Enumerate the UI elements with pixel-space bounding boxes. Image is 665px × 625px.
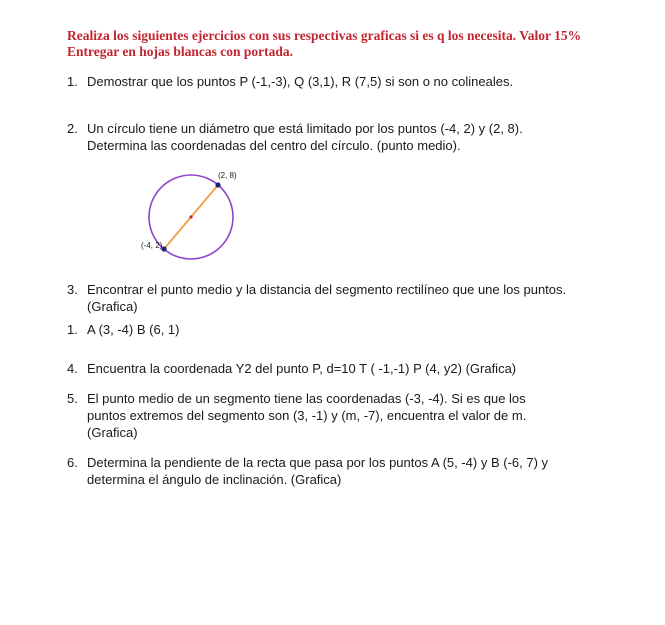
bottom-point-label: (-4, 2) [141, 241, 163, 250]
exercise-text-line: Determina la pendiente de la recta que pasa por los puntos A (5, -4) y B (-6, 7) y [87, 455, 549, 470]
exercise-text-line: Encuentra la coordenada Y2 del punto P, d=10 T ( -1,-1) P (4, y2) (Grafica) [87, 361, 517, 376]
exercise-number: 6. [67, 455, 78, 470]
exercise-text-line: El punto medio de un segmento tiene las coordenadas (-3, -4). Si es que los [87, 391, 526, 406]
instructions-line-1: Realiza los siguientes ejercicios con sus respectivas graficas si es q los necesita. Valor 15% [67, 28, 582, 43]
circle-diameter-figure [138, 163, 248, 273]
exercise-number: 4. [67, 361, 78, 376]
exercise-number: 3. [67, 282, 78, 297]
center-point [189, 215, 192, 218]
exercise-text-line: A (3, -4) B (6, 1) [87, 322, 180, 337]
instructions-line-2: Entregar en hojas blancas con portada. [67, 44, 294, 59]
exercise-text-line: determina el ángulo de inclinación. (Grafica) [87, 472, 342, 487]
exercise-text-line: (Grafica) [87, 299, 138, 314]
exercise-number: 1. [67, 74, 78, 89]
exercise-text-line: puntos extremos del segmento son (3, -1) y (m, -7), encuentra el valor de m. [87, 408, 527, 423]
endpoint-top [215, 182, 220, 187]
exercise-text-line: Encontrar el punto medio y la distancia del segmento rectilíneo que une los puntos. [87, 282, 567, 297]
exercise-number: 2. [67, 121, 78, 136]
exercise-number: 1. [67, 322, 78, 337]
exercise-text-line: (Grafica) [87, 425, 138, 440]
top-point-label: (2, 8) [218, 171, 237, 180]
exercise-text-line: Determina las coordenadas del centro del círculo. (punto medio). [87, 138, 461, 153]
exercise-text-line: Un círculo tiene un diámetro que está limitado por los puntos (-4, 2) y (2, 8). [87, 121, 523, 136]
instructions-header [67, 28, 627, 60]
exercise-number: 5. [67, 391, 78, 406]
exercise-text-line: Demostrar que los puntos P (-1,-3), Q (3,1), R (7,5) si son o no colineales. [87, 74, 514, 89]
